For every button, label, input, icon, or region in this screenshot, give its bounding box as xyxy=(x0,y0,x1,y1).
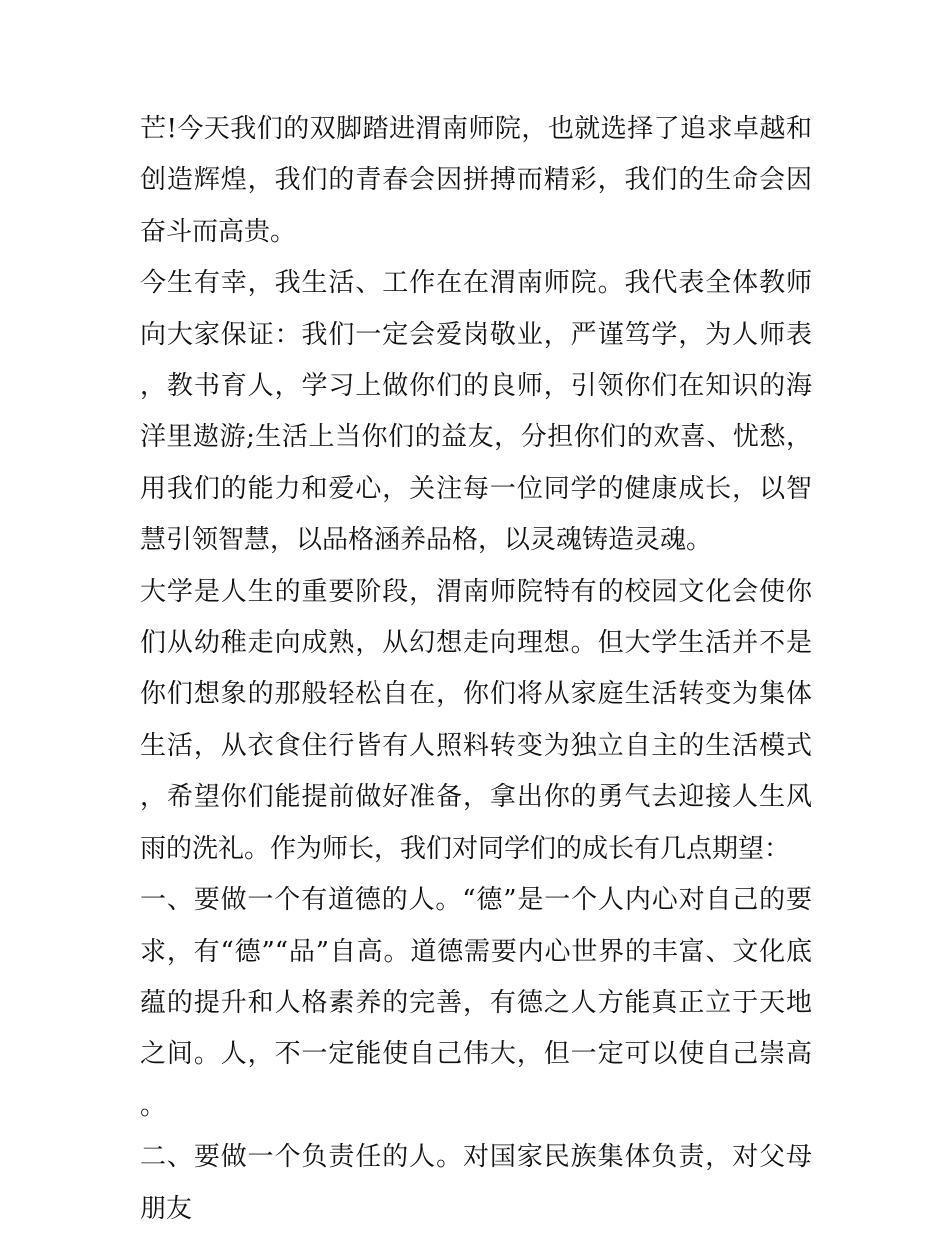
paragraph-1: 芒!今天我们的双脚踏进渭南师院，也就选择了追求卓越和创造辉煌，我们的青春会因拼搏而精彩，我们的生命会因奋斗而高贵。 xyxy=(140,114,812,247)
paragraph-2: 今生有幸，我生活、工作在在渭南师院。我代表全体教师向大家保证：我们一定会爱岗敬业，严谨笃学，为人师表，教书育人，学习上做你们的良师，引领你们在知识的海洋里遨游;生活上当你们的益友，分担你们的欢喜、忧愁，用我们的能力和爱心，关注每一位同学的健康成长，以智慧引领智慧，以品格涵养品格，以灵魂铸造灵魂。 xyxy=(140,268,812,556)
paragraph-4: 一、要做一个有道德的人。“德”是一个人内心对自己的要求，有“德”“品”自高。道德需要内心世界的丰富、文化底蕴的提升和人格素养的完善，有德之人方能真正立于天地之间。人，不一定能使自己伟大，但一定可以使自己崇高。 xyxy=(140,885,812,1121)
paragraph-3: 大学是人生的重要阶段，渭南师院特有的校园文化会使你们从幼稚走向成熟，从幻想走向理想。但大学生活并不是你们想象的那般轻松自在，你们将从家庭生活转变为集体生活，从衣食住行皆有人照料转变为独立自主的生活模式，希望你们能提前做好准备，拿出你的勇气去迎接人生风雨的洗礼。作为师长，我们对同学们的成长有几点期望： xyxy=(140,576,812,864)
document-body xyxy=(140,104,812,1235)
paragraph-5: 二、要做一个负责任的人。对国家民族集体负责，对父母朋友 xyxy=(140,1142,812,1224)
